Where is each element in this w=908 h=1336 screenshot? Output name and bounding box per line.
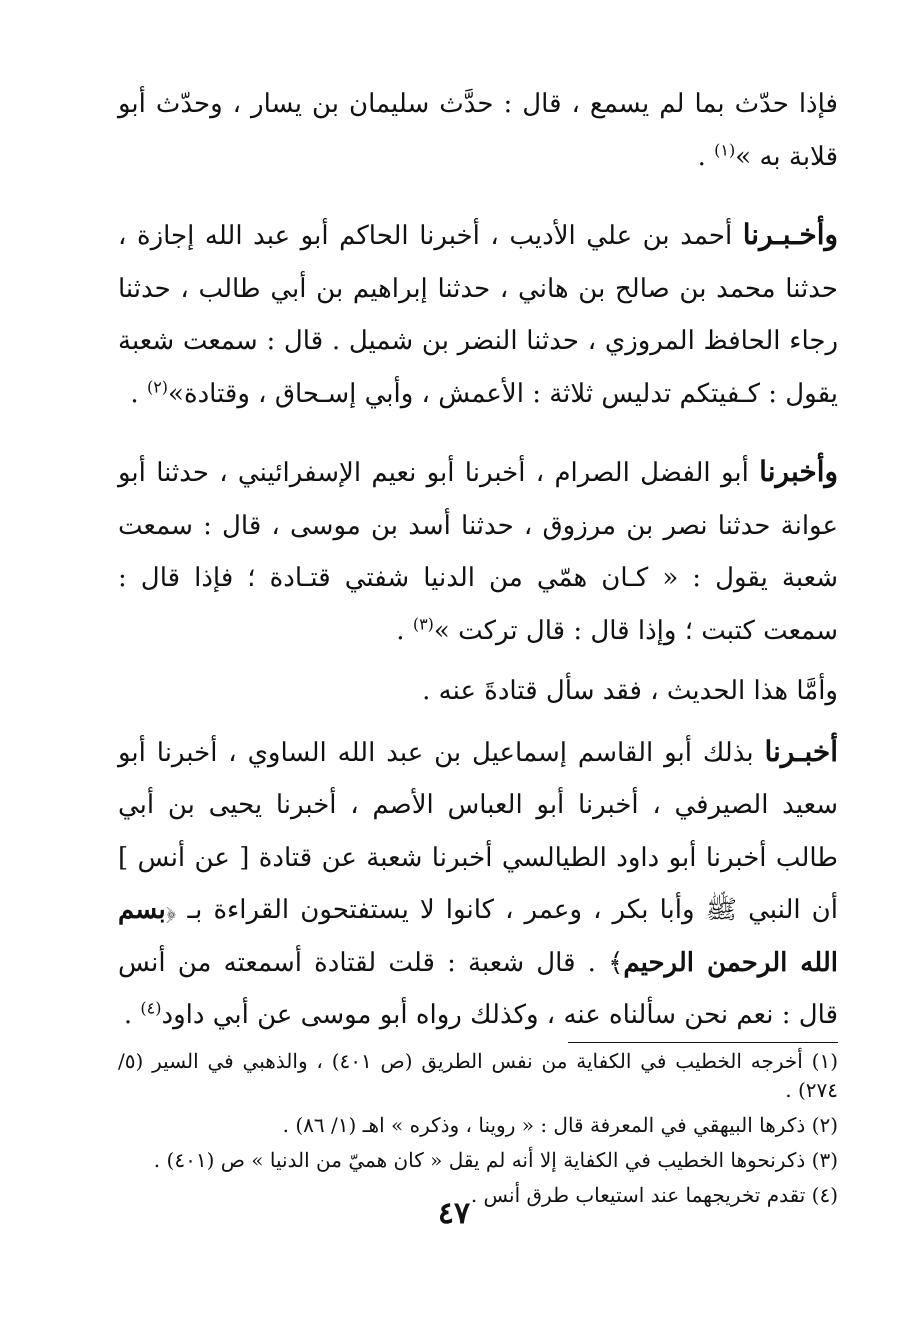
intro-text: فإذا حدّث بما لم يسمع ، قال : حدَّث سليمان بن يسار ، وحدّث أبو قلابة به »	[118, 89, 838, 172]
paragraph-2-end: .	[396, 615, 413, 646]
footnote-1: (١) أخرجه الخطيب في الكفاية من نفس الطريق (ص ٤٠١) ، والذهبي في السير (٥/ ٢٧٤) .	[118, 1048, 838, 1102]
footnote-4: (٤) تقدم تخريجهما عند استيعاب طرق أنس .	[470, 1182, 838, 1207]
paragraph-1-end: .	[130, 378, 147, 409]
paragraph-1-lead: وأخـبـرنا	[742, 218, 838, 251]
footnotes	[118, 1047, 838, 1210]
footnote-separator	[568, 1042, 838, 1043]
footnote-ref-1[interactable]: (١)	[714, 139, 736, 159]
footnote-ref-3[interactable]: (٣)	[412, 613, 434, 633]
paragraph-3	[118, 665, 838, 718]
paragraph-1	[118, 209, 838, 420]
footnote-ref-4[interactable]: (٤)	[140, 998, 162, 1018]
basmala-text: بسم الله الرحمن الرحيم	[118, 895, 838, 978]
footnote-3: (٣) ذكرنحوها الخطيب في الكفاية إلا أنه لم يقل « كان هميّ من الدنيا » ص (٤٠١) .	[153, 1147, 838, 1172]
footnote-2: (٢) ذكرها البيهقي في المعرفة قال : « روينا ، وذكره » اهـ (١/ ٨٦) .	[282, 1112, 838, 1137]
paragraph-2-lead: وأخبرنا	[759, 455, 839, 488]
paragraph-2	[118, 446, 838, 657]
paragraph-4	[118, 726, 838, 1042]
paragraph-4-text-b: ﴾ . قال شعبة : قلت لقتادة أسمعته من أنس قال : نعم نحن سألناه عنه ، وكذلك رواه أبو موسى عن أبي داود	[118, 947, 838, 1030]
paragraph-2-text: أبو الفضل الصرام ، أخبرنا أبو نعيم الإسفرائيني ، حدثنا أبو عوانة حدثنا نصر بن مرزوق ، حدثنا أسد بن موسى ، قال : سمعت شعبة يقول : « كـان همّي من الدنيا شفتي قتـادة ؛ فإذا قال : سمعت كتبت ؛ وإذا قال : قال تركت »	[118, 458, 838, 646]
paragraph-4-end: .	[123, 1000, 141, 1030]
page-number: ٤٧	[437, 1196, 471, 1231]
paragraph-4-text-a: بذلك أبو القاسم إسماعيل بن عبد الله الساوي ، أخبرنا أبو سعيد الصيرفي ، أخبرنا أبو العباس الأصم ، أخبرنا يحيى بن أبي طالب أخبرنا أبو داود الطيالسي أخبرنا شعبة عن قتادة [ عن أنس ] أن النبي ﷺ وأبا بكر ، وعمر ، كانوا لا يستفتحون القراءة بـ ﴿	[118, 737, 838, 925]
intro-end: .	[697, 141, 715, 172]
paragraph-1-text: أحمد بن علي الأديب ، أخبرنا الحاكم أبو عبد الله إجازة ، حدثنا محمد بن صالح بن هاني ، حدثنا إبراهيم بن أبي طالب ، حدثنا رجاء الحافظ المروزي ، حدثنا النضر بن شميل . قال : سمعت شعبة يقول : كـفيتكم تدليس ثلاثة : الأعمش ، وأبي إسـحاق ، وقتادة»	[118, 221, 838, 409]
paragraph-3-text: وأمَّا هذا الحديث ، فقد سأل قتادةَ عنه .	[422, 676, 838, 706]
footnote-ref-2[interactable]: (٢)	[146, 376, 169, 396]
paragraph-4-lead: أخبـرنا	[764, 734, 838, 768]
document-page	[118, 78, 838, 1216]
intro-paragraph	[118, 78, 838, 183]
